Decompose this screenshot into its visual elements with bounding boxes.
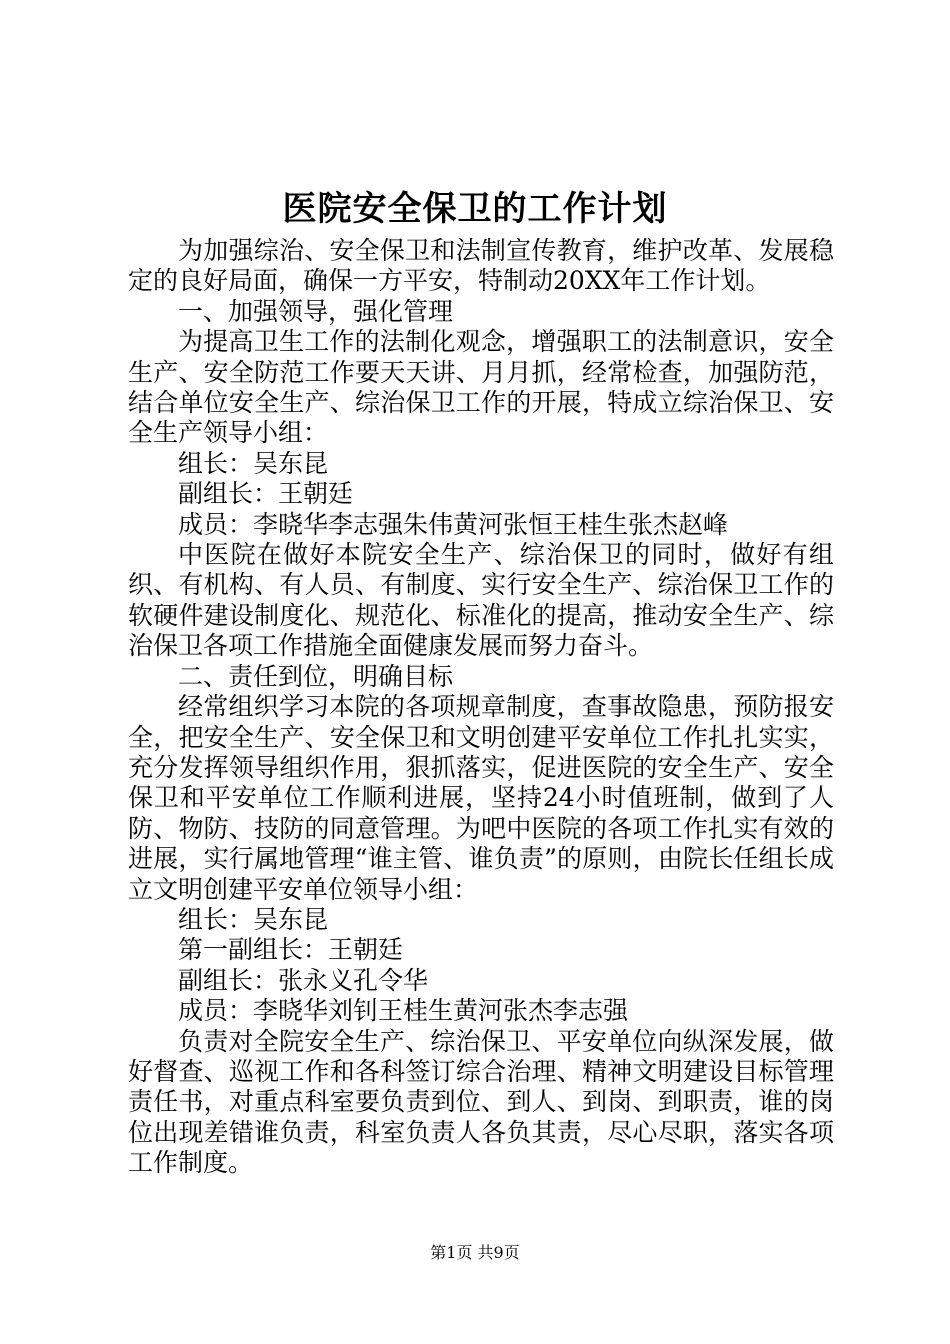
deputy-leader-1: 副组长：王朝廷 bbox=[178, 479, 354, 509]
section-heading-2: 二、责任到位，明确目标 bbox=[178, 661, 454, 691]
group-leader-2: 组长：吴东昆 bbox=[178, 904, 329, 934]
document-body bbox=[128, 236, 834, 1179]
first-deputy-leader-2: 第一副组长：王朝廷 bbox=[178, 935, 404, 965]
paragraph-regulations: 经常组织学习本院的各项规章制度，查事故隐患，预防报安全，把安全生产、安全保卫和文明创建平安单位工作扎扎实实，充分发挥领导组织作用，狠抓落实，促进医院的安全生产、安全保卫和平安单位工作顺利进展，坚持24小时值班制，做到了人防、物防、技防的同意管理。为吧中医院的各项工作扎实有效的进展，实行属地管理“谁主管、谁负责”的原则，由院长任组长成立文明创建平安单位领导小组： bbox=[128, 692, 834, 904]
paragraph-responsibility: 负责对全院安全生产、综治保卫、平安单位向纵深发展，做好督查、巡视工作和各科签订综合治理、精神文明建设目标管理责任书，对重点科室要负责到位、到人、到岗、到职责，谁的岗位出现差错谁负责，科室负责人各负其责，尽心尽职，落实各项工作制度。 bbox=[128, 1026, 834, 1178]
group-leader-1: 组长：吴东昆 bbox=[178, 448, 329, 478]
deputy-leader-2: 副组长：张永义孔令华 bbox=[178, 965, 429, 995]
members-1: 成员：李晓华李志强朱伟黄河张恒王桂生张杰赵峰 bbox=[178, 509, 729, 539]
document-title: 医院安全保卫的工作计划 bbox=[282, 189, 668, 229]
paragraph-hospital: 中医院在做好本院安全生产、综治保卫的同时，做好有组织、有机构、有人员、有制度、实行安全生产、综治保卫工作的软硬件建设制度化、规范化、标准化的提高，推动安全生产、综治保卫各项工作措施全面健康发展而努力奋斗。 bbox=[128, 540, 834, 661]
paragraph-intro: 为加强综治、安全保卫和法制宣传教育，维护改革、发展稳定的良好局面，确保一方平安，特制动20XX年工作计划。 bbox=[128, 236, 834, 296]
page-number: 第1页 共9页 bbox=[430, 1243, 520, 1262]
members-2: 成员：李晓华刘钊王桂生黄河张杰李志强 bbox=[178, 996, 629, 1026]
paragraph-purpose: 为提高卫生工作的法制化观念，增强职工的法制意识，安全生产、安全防范工作要天天讲、月月抓，经常检查，加强防范，结合单位安全生产、综治保卫工作的开展，特成立综治保卫、安全生产领导小组： bbox=[128, 327, 834, 448]
section-heading-1: 一、加强领导，强化管理 bbox=[178, 296, 454, 326]
